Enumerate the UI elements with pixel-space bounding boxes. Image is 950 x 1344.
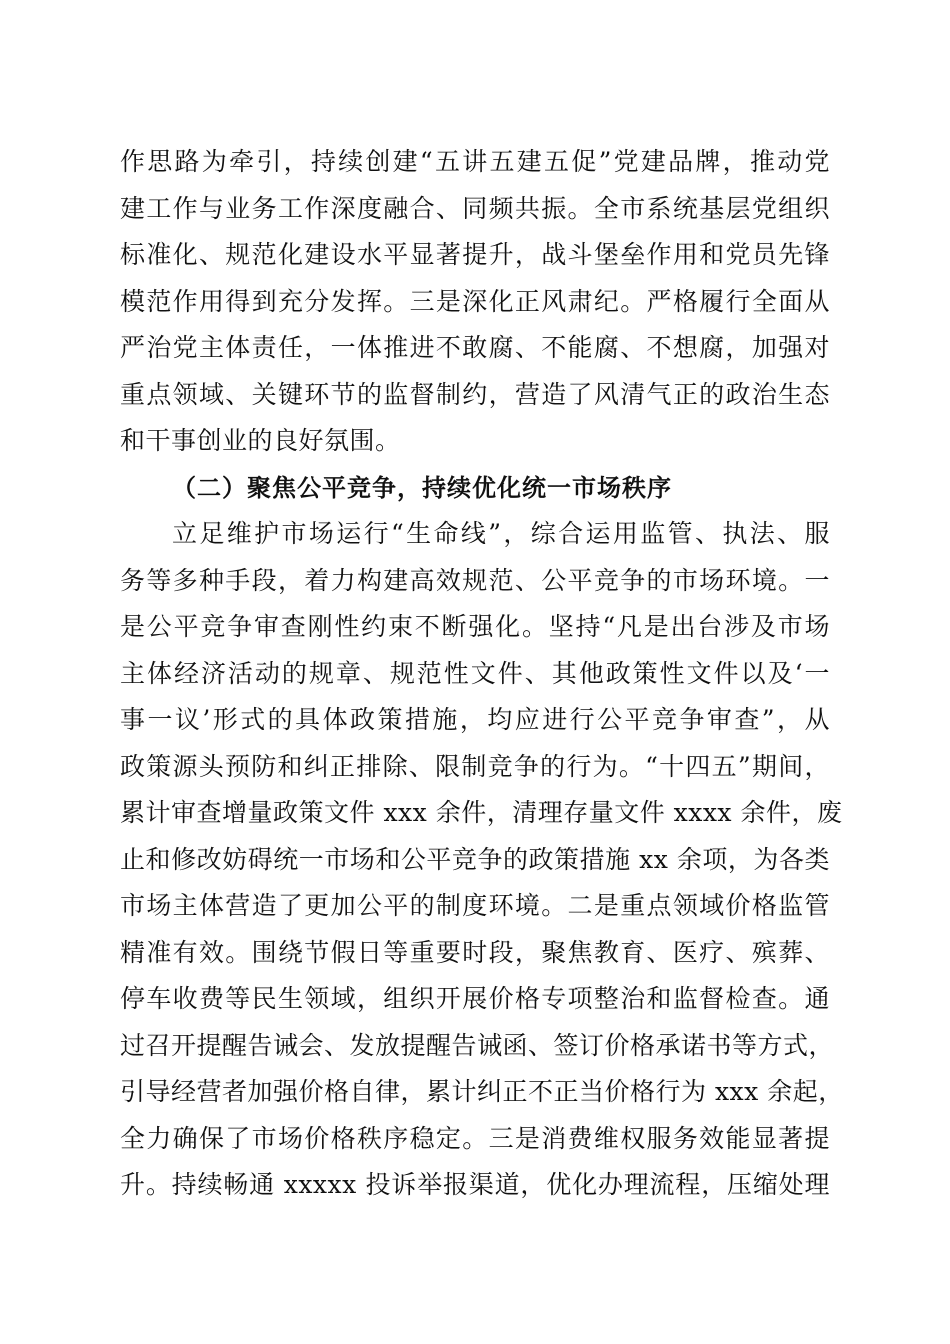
paragraph-line: 作思路为牵引，持续创建“五讲五建五促”党建品牌，推动党 [120, 147, 830, 176]
paragraph-line: 标准化、规范化建设水平显著提升，战斗堡垒作用和党员先锋 [120, 240, 830, 269]
paragraph-line: 引导经营者加强价格自律，累计纠正不正当价格行为 xxx 余起， [120, 1077, 844, 1106]
paragraph-line: 全力确保了市场价格秩序稳定。三是消费维权服务效能显著提 [120, 1123, 830, 1153]
paragraph-line: 重点领域、关键环节的监督制约，营造了风清气正的政治生态 [120, 379, 830, 409]
paragraph-line: 政策源头预防和纠正排除、限制竞争的行为。“十四五”期间， [120, 751, 830, 781]
paragraph-line: 停车收费等民生领域，组织开展价格专项整治和监督检查。通 [120, 984, 830, 1013]
paragraph-line: 务等多种手段，着力构建高效规范、公平竞争的市场环境。一 [120, 565, 830, 595]
paragraph-line: 严治党主体责任，一体推进不敢腐、不能腐、不想腐，加强对 [120, 333, 830, 362]
paragraph-line: 止和修改妨碍统一市场和公平竞争的政策措施 xx 余项，为各类 [120, 844, 830, 874]
section-heading: （二）聚焦公平竞争，持续优化统一市场秩序 [172, 473, 672, 502]
paragraph-line: 市场主体营造了更加公平的制度环境。二是重点领域价格监管 [120, 891, 830, 920]
paragraph-line: 累计审查增量政策文件 xxx 余件，清理存量文件 xxxx 余件，废 [120, 798, 843, 827]
paragraph-line: 和干事创业的良好氛围。 [120, 426, 401, 455]
paragraph-line: 建工作与业务工作深度融合、同频共振。全市系统基层党组织 [120, 193, 830, 223]
paragraph-line: 立足维护市场运行“生命线”，综合运用监管、执法、服 [172, 519, 830, 548]
body-text [120, 139, 844, 1209]
paragraph-line: 过召开提醒告诫会、发放提醒告诫函、签订价格承诺书等方式， [120, 1030, 835, 1060]
paragraph-line: 升。持续畅通 xxxxx 投诉举报渠道，优化办理流程，压缩处理 [120, 1170, 830, 1199]
paragraph-line: 精准有效。围绕节假日等重要时段，聚焦教育、医疗、殡葬、 [120, 937, 830, 967]
paragraph-line: 是公平竞争审查刚性约束不断强化。坚持“凡是出台涉及市场 [120, 612, 830, 641]
paragraph-line: 模范作用得到充分发挥。三是深化正风肃纪。严格履行全面从 [120, 286, 830, 316]
paragraph-line: 主体经济活动的规章、规范性文件、其他政策性文件以及‘一 [120, 658, 830, 688]
paragraph-line: 事一议’形式的具体政策措施，均应进行公平竞争审查”，从 [120, 705, 830, 734]
